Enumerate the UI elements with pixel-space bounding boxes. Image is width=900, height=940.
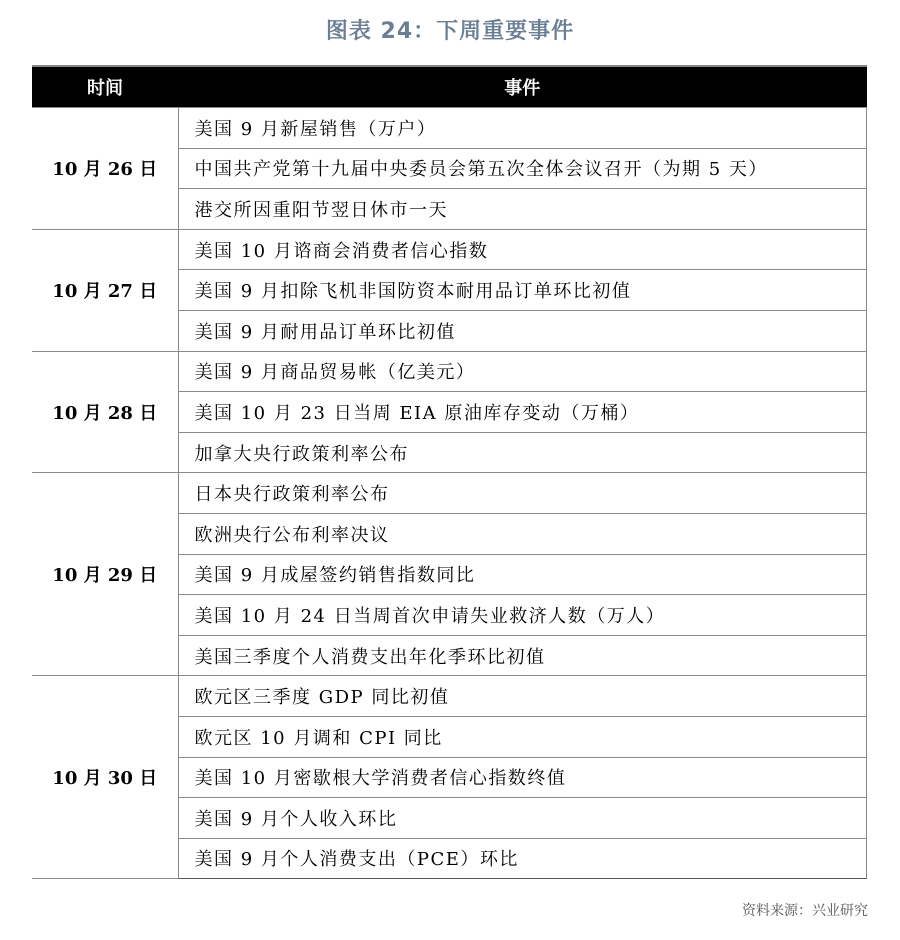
- event-date: 10 月 27 日: [32, 229, 178, 351]
- table-row: [32, 676, 867, 717]
- event-date: 10 月 29 日: [32, 473, 178, 676]
- source-note: 资料来源：兴业研究: [742, 903, 868, 919]
- table-row: [32, 473, 867, 514]
- header-time: 时间: [32, 66, 178, 108]
- event-description: 美国 10 月谘商会消费者信心指数: [178, 229, 867, 270]
- event-description: 欧洲央行公布利率决议: [178, 513, 867, 554]
- event-description: 中国共产党第十九届中央委员会第五次全体会议召开（为期 5 天）: [178, 148, 867, 189]
- event-description: 美国 9 月成屋签约销售指数同比: [178, 554, 867, 595]
- event-description: 欧元区三季度 GDP 同比初值: [178, 676, 867, 717]
- event-description: 日本央行政策利率公布: [178, 473, 867, 514]
- table-row: [32, 351, 867, 392]
- event-description: 美国三季度个人消费支出年化季环比初值: [178, 635, 867, 676]
- table-row: [32, 229, 867, 270]
- event-description: 美国 9 月个人消费支出（PCE）环比: [178, 838, 867, 879]
- event-description: 美国 10 月密歇根大学消费者信心指数终值: [178, 757, 867, 798]
- event-description: 美国 9 月扣除飞机非国防资本耐用品订单环比初值: [178, 270, 867, 311]
- chart-title: 图表 24：下周重要事件: [325, 19, 575, 44]
- events-table-container: [32, 65, 867, 879]
- event-description: 美国 10 月 24 日当周首次申请失业救济人数（万人）: [178, 595, 867, 636]
- table-header-row: [32, 66, 867, 108]
- event-description: 加拿大央行政策利率公布: [178, 432, 867, 473]
- event-date: 10 月 28 日: [32, 351, 178, 473]
- event-description: 欧元区 10 月调和 CPI 同比: [178, 716, 867, 757]
- event-description: 美国 9 月耐用品订单环比初值: [178, 310, 867, 351]
- table-row: [32, 108, 867, 149]
- event-description: 美国 9 月商品贸易帐（亿美元）: [178, 351, 867, 392]
- event-description: 美国 10 月 23 日当周 EIA 原油库存变动（万桶）: [178, 392, 867, 433]
- table-body: [32, 108, 867, 879]
- event-description: 港交所因重阳节翌日休市一天: [178, 189, 867, 230]
- events-table: [32, 65, 867, 879]
- header-event: 事件: [178, 66, 867, 108]
- event-date: 10 月 30 日: [32, 676, 178, 879]
- event-date: 10 月 26 日: [32, 108, 178, 230]
- event-description: 美国 9 月新屋销售（万户）: [178, 108, 867, 149]
- event-description: 美国 9 月个人收入环比: [178, 798, 867, 839]
